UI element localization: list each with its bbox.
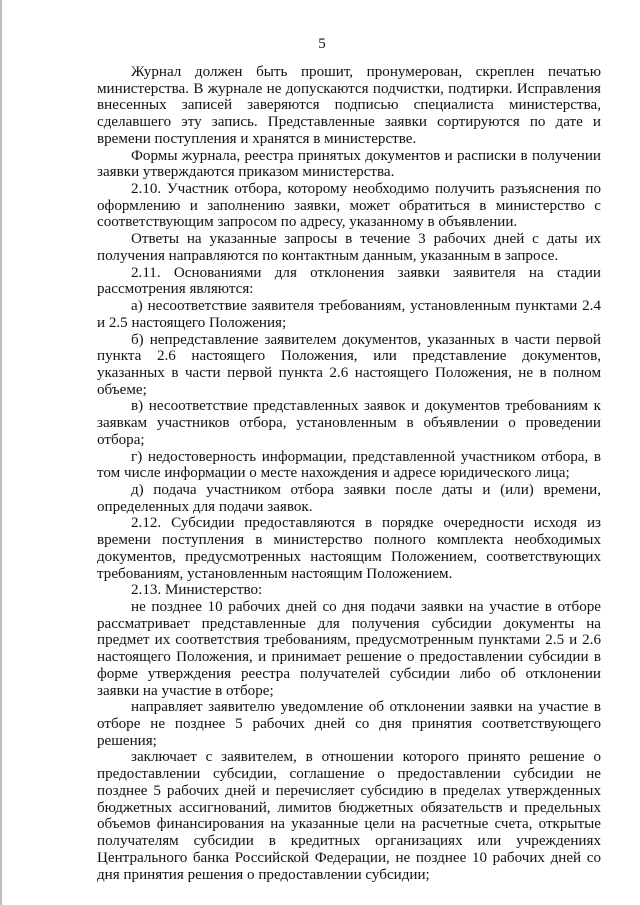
paragraph-answers-deadline: Ответы на указанные запросы в течение 3 рабочих дней с даты их получения направляются по контактным данным, указанным в запросе. <box>97 231 601 264</box>
paragraph-2-12-subsidy-order: 2.12. Субсидии предоставляются в порядке очередности исходя из времени поступления в министерство полного комплекта необходимых документов, предусмотренных настоящим Положением, соответствующих требованиям, установленным настоящим Положением. <box>97 515 601 582</box>
paragraph-agreement-transfer: заключает с заявителем, в отношении которого принято решение о предоставлении субсидии, соглашение о предоставлении субсидии не позднее 5 рабочих дней и перечисляет субсидию в пределах утвержденных бюджетных ассигнований, лимитов бюджетных обязательств и предельных объемов финансирования на указанные цели на расчетные счета, открытые получателям субсидии в кредитных организациях или учреждениях Центрального банка Российской Федерации, не позднее 10 рабочих дней со дня принятия решения о предоставлении субсидии; <box>97 749 601 883</box>
paragraph-forms-approval: Формы журнала, реестра принятых документов и расписки в получении заявки утверждаются приказом министерства. <box>97 147 601 181</box>
paragraph-review-deadline: не позднее 10 рабочих дней со дня подачи заявки на участие в отборе рассматривает представленные для получения субсидии документы на предмет их соответствия требованиям, предусмотренным пунктами 2.5 и 2.6 настоящего Положения, и принимает решение о предоставлении субсидии в форме утверждения реестра получателей субсидии либо об отклонении заявки на участие в отборе; <box>97 599 601 699</box>
list-item-b: б) непредставление заявителем документов, указанных в части первой пункта 2.6 настоящего Положения, или представление документов, указанных в части первой пункта 2.6 настоящего Положения, не в полном объеме; <box>97 331 601 398</box>
paragraph-2-13-ministry: 2.13. Министерство: <box>131 582 263 599</box>
document-body <box>97 64 601 883</box>
list-item-a: а) несоответствие заявителя требованиям, установленным пунктами 2.4 и 2.5 настоящего Положения; <box>97 298 601 331</box>
list-item-g: г) недостоверность информации, представленной участником отбора, в том числе информации о месте нахождения и адресе юридического лица; <box>97 448 601 482</box>
paragraph-rejection-notice: направляет заявителю уведомление об отклонении заявки на участие в отборе не позднее 5 рабочих дней со дня принятия соответствующего решения; <box>97 699 601 749</box>
list-item-v: в) несоответствие представленных заявок и документов требованиям к заявкам участников отбора, установленным в объявлении о проведении отбора; <box>97 398 601 448</box>
list-item-d: д) подача участником отбора заявки после даты и (или) времени, определенных для подачи заявок. <box>97 481 601 515</box>
page-number: 5 <box>318 36 326 52</box>
paragraph-2-10-clarifications: 2.10. Участник отбора, которому необходимо получить разъяснения по оформлению и заполнению заявки, может обратиться в министерство с соответствующим запросом по адресу, указанному в объявлении. <box>97 181 601 231</box>
paragraph-2-11-rejection-grounds: 2.11. Основаниями для отклонения заявки заявителя на стадии рассмотрения являются: <box>97 264 601 298</box>
paragraph-journal-requirements: Журнал должен быть прошит, пронумерован, скреплен печатью министерства. В журнале не допускаются подчистки, подтирки. Исправления внесенных записей заверяются подписью специалиста министерства, сделавшего эту запись. Представленные заявки сортируются по дате и времени поступления и хранятся в министерстве. <box>97 64 601 147</box>
